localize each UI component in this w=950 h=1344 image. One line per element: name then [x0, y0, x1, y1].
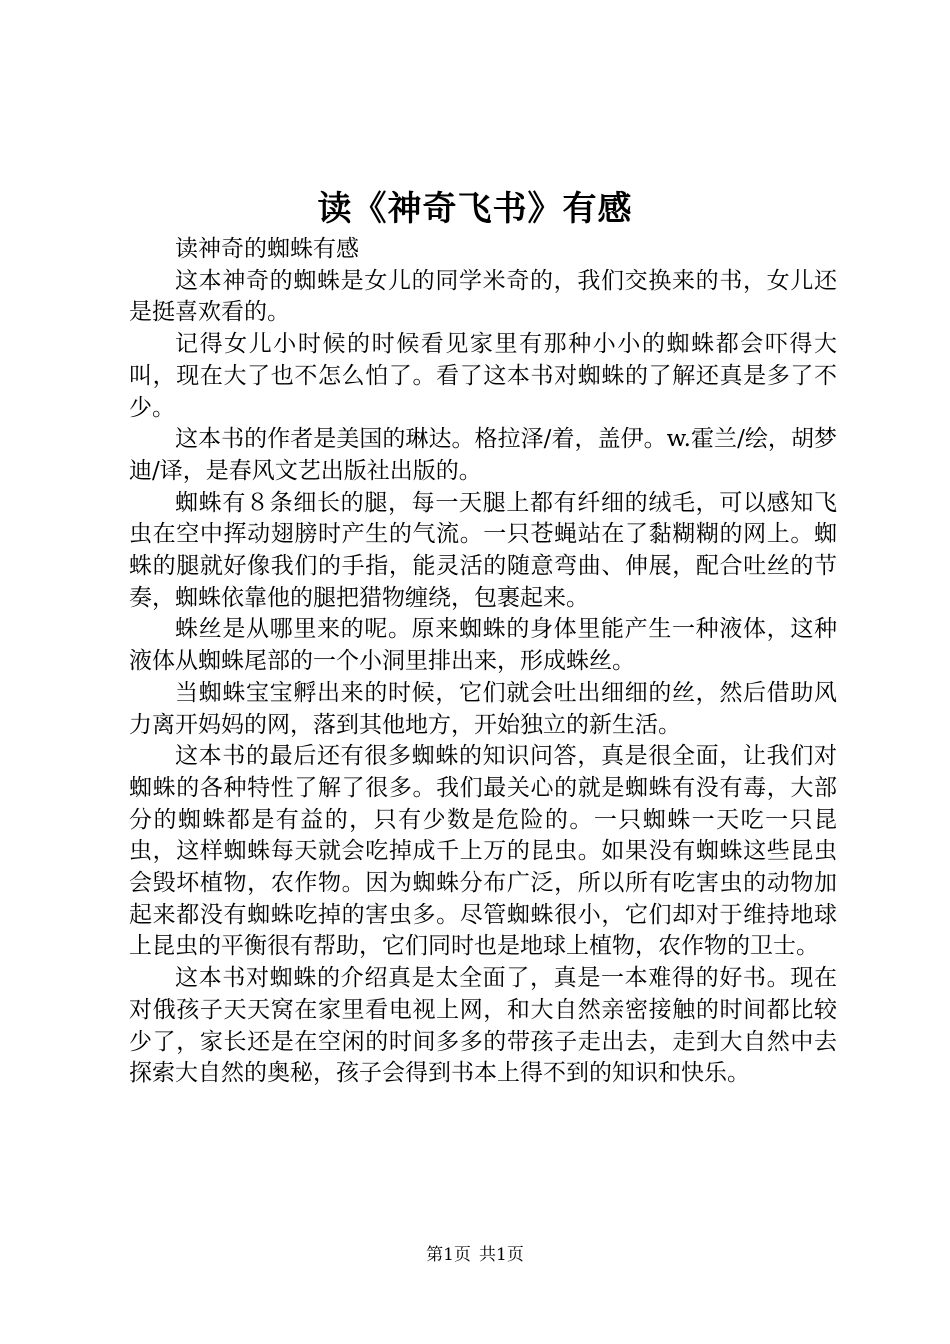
page-footer — [0, 1243, 950, 1267]
paragraph: 这本书的最后还有很多蜘蛛的知识问答，真是很全面，让我们对蜘蛛的各种特性了解了很多。我们最关心的就是蜘蛛有没有毒，大部分的蜘蛛都是有益的，只有少数是危险的。一只蜘蛛一天吃一只昆虫，这样蜘蛛每天就会吃掉成千上万的昆虫。如果没有蜘蛛这些昆虫会毁坏植物，农作物。因为蜘蛛分布广泛，所以所有吃害虫的动物加起来都没有蜘蛛吃掉的害虫多。尽管蜘蛛很小，它们却对于维持地球上昆虫的平衡很有帮助，它们同时也是地球上植物，农作物的卫士。 — [129, 743, 837, 960]
paragraph: 这本神奇的蜘蛛是女儿的同学米奇的，我们交换来的书，女儿还是挺喜欢看的。 — [129, 267, 837, 326]
paragraph: 蛛丝是从哪里来的呢。原来蜘蛛的身体里能产生一种液体，这种液体从蜘蛛尾部的一个小洞里排出来，形成蛛丝。 — [129, 616, 837, 675]
paragraph: 蜘蛛有８条细长的腿，每一天腿上都有纤细的绒毛，可以感知飞虫在空中挥动翅膀时产生的气流。一只苍蝇站在了黏糊糊的网上。蜘蛛的腿就好像我们的手指，能灵活的随意弯曲、伸展，配合吐丝的节奏，蜘蛛依靠他的腿把猎物缠绕，包裹起来。 — [129, 489, 837, 611]
paragraph: 记得女儿小时候的时候看见家里有那种小小的蜘蛛都会吓得大叫，现在大了也不怎么怕了。看了这本书对蜘蛛的了解还真是多了不少。 — [129, 331, 837, 421]
paragraph: 当蜘蛛宝宝孵出来的时候，它们就会吐出细细的丝，然后借助风力离开妈妈的网，落到其他地方，开始独立的新生活。 — [129, 679, 837, 738]
page-number: 第1页 — [426, 1245, 471, 1265]
document-body — [129, 234, 837, 1090]
paragraph: 这本书的作者是美国的琳达。格拉泽/着，盖伊。w.霍兰/绘，胡梦迪/译，是春风文艺出版社出版的。 — [129, 426, 837, 484]
page-total: 共1页 — [479, 1245, 524, 1265]
paragraph-subtitle: 读神奇的蜘蛛有感 — [175, 236, 359, 262]
paragraph: 这本书对蜘蛛的介绍真是太全面了，真是一本难得的好书。现在对俄孩子天天窝在家里看电视上网，和大自然亲密接触的时间都比较少了，家长还是在空闲的时间多多的带孩子走出去，走到大自然中去探索大自然的奥秘，孩子会得到书本上得不到的知识和快乐。 — [129, 965, 837, 1087]
document-title: 读《神奇飞书》有感 — [317, 189, 633, 229]
